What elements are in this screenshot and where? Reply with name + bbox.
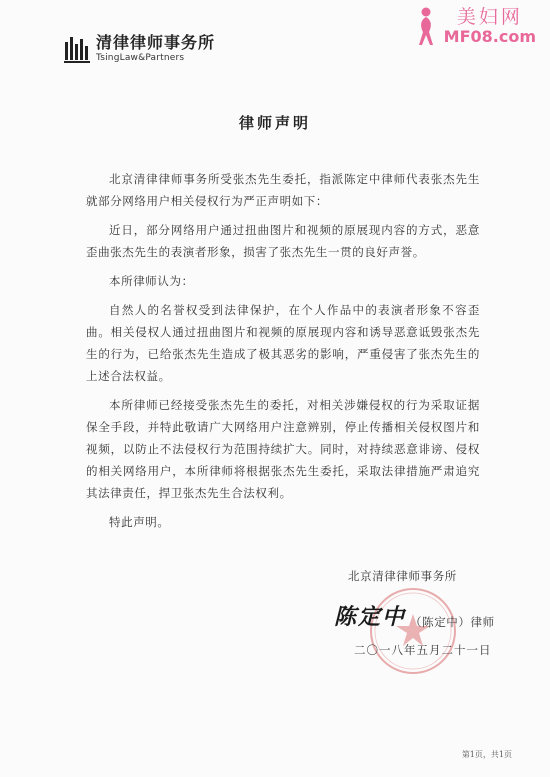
- body-paragraph: 自然人的名誉权受到法律保护，在个人作品中的表演者形象不容歪曲。相关侵权人通过扭曲图片和视频的原展现内容和诱导恶意诋毁张杰先生的行为，已给张杰先生造成了极其恶劣的影响，严重侵害了张杰先生的上述合法权益。: [86, 303, 480, 383]
- body-paragraph: 特此声明。: [109, 515, 170, 529]
- site-watermark: [412, 6, 536, 46]
- signature-firm: 北京清律律师事务所: [348, 569, 457, 583]
- woman-silhouette-icon: [412, 6, 438, 46]
- watermark-site: MF08.com: [443, 27, 536, 46]
- body-paragraph: 近日，部分网络用户通过扭曲图片和视频的原展现内容的方式，恶意歪曲张杰先生的表演者形象，损害了张杰先生一贯的良好声誉。: [86, 223, 480, 259]
- document-title: 律师声明: [238, 114, 311, 132]
- watermark-brand: 美妇网: [456, 6, 523, 28]
- body-paragraph: 本所律师已经接受张杰先生的委托，对相关涉嫌侵权的行为采取证据保全手段，并特此敬请广大网络用户注意辨别，停止传播相关侵权图片和视频，以防止不法侵权行为范围持续扩大。同时，对持续恶意诽谤、侵权的相关网络用户，本所律师将根据张杰先生委托，采取法律措施严肃追究其法律责任，捍卫张杰先生合法权利。: [86, 398, 480, 500]
- page-number: 第1页，共1页: [461, 750, 512, 759]
- body-paragraph: 北京清律律师事务所受张杰先生委托，指派陈定中律师代表张杰先生就部分网络用户相关侵权行为严正声明如下：: [86, 172, 480, 208]
- body-paragraph: 本所律师认为：: [109, 274, 194, 288]
- firm-logo-mark-icon: [64, 34, 90, 64]
- firm-logo: [64, 34, 215, 64]
- document-body: [86, 168, 480, 540]
- signature-date: 二〇一八年五月二十一日: [354, 643, 492, 657]
- firm-name-en: TsingLaw&Partners: [96, 53, 185, 63]
- signature-lawyer: （陈定中）律师: [410, 615, 495, 629]
- firm-name: 清律律师事务所: [96, 33, 216, 52]
- handwritten-signature: 陈定中: [334, 604, 407, 630]
